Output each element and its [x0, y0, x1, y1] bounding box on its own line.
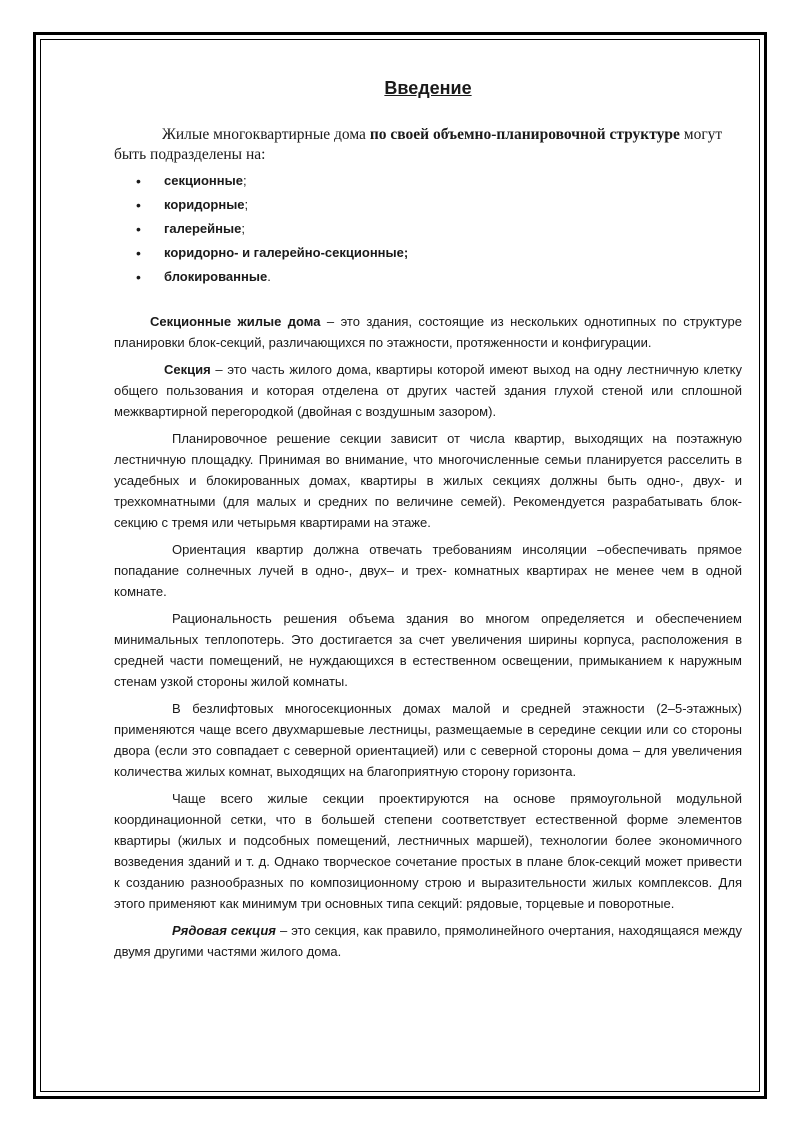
list-item: [114, 217, 742, 241]
list-item: [114, 169, 742, 193]
bullet-icon: •: [136, 221, 141, 237]
bullet-icon: •: [136, 269, 141, 285]
list-item-label: блокированные: [164, 269, 268, 284]
list-item-punct: ;: [241, 221, 245, 236]
bullet-icon: •: [136, 245, 141, 261]
list-item-label: секционные: [164, 173, 243, 188]
document-body: [114, 78, 742, 968]
list-item-label: коридорные: [164, 197, 245, 212]
intro-text: Жилые многоквартирные дома: [162, 126, 370, 143]
intro-paragraph: [114, 125, 742, 165]
paragraph-planning: Планировочное решение секции зависит от числа квартир, выходящих на поэтажную лестничную площадку. Принимая во внимание, что многочисленные семьи планируется расселить в усадебных и блокированных домах, квартиры в жилых секциях должны быть одно-, двух- и трехкомнатными (для малых и средних по величине семей). Рекомендуется разрабатывать блок-секцию с тремя или четырьмя квартирами на этаже.: [114, 431, 742, 530]
term-bold: Секционные жилые дома: [150, 314, 321, 329]
paragraph-stairs: В безлифтовых многосекционных домах малой и средней этажности (2–5-этажных) применяются чаще всего двухмаршевые лестницы, размещаемые в середине секции или со стороны двора (если это совпадает с северной ориентацией) или с северной стороны дома – для увеличения количества жилых комнат, выходящих на благоприятную сторону горизонта.: [114, 701, 742, 779]
list-item: [114, 193, 742, 217]
definition-text: – это часть жилого дома, квартиры которой имеют выход на одну лестничную клетку общего пользования и которая отделена от других частей здания глухой стеной или сплошной межквартирной перегородкой (двойная с воздушным зазором).: [114, 362, 742, 419]
paragraph-row-section: [114, 920, 742, 962]
definition-text: – это секция, как правило, прямолинейного очертания, находящаяся между двумя другими частями жилого дома.: [114, 923, 742, 959]
intro-bold: по своей объемно-планировочной структуре: [369, 126, 680, 143]
paragraph-grid: Чаще всего жилые секции проектируются на основе прямоугольной модульной координационной сетки, что в большей степени соответствует естественной форме элементов квартиры (жилых и подсобных помещений, лестничных маршей), технологии более экономичного возведения зданий и т. д. Однако творческое сочетание простых в плане блок-секций может привести к созданию разнообразных по композиционному строю и выразительности жилых комплексов. Для этого применяют как минимум три основных типа секций: рядовые, торцевые и поворотные.: [114, 791, 742, 911]
list-item: [114, 241, 742, 265]
paragraph-section: [114, 359, 742, 422]
definition-text: – это здания, состоящие из нескольких однотипных по структуре планировки блок-секций, различающихся по этажности, протяженности и конфигурации.: [114, 314, 742, 350]
paragraph-rationality: Рациональность решения объема здания во многом определяется и обеспечением минимальных теплопотерь. Это достигается за счет увеличения ширины корпуса, расположения в средней части помещений, не нуждающихся в естественном освещении, примыканием к наружным стенам узкой стороны жилой комнаты.: [114, 611, 742, 689]
paragraph-orientation: Ориентация квартир должна отвечать требованиям инсоляции –обеспечивать прямое попадание солнечных лучей в одно-, двух– и трех- комнатных квартирах не менее чем в одной комнате.: [114, 542, 742, 599]
list-item-punct: .: [267, 269, 271, 284]
term-bold: Секция: [164, 362, 211, 377]
bullet-icon: •: [136, 173, 141, 189]
paragraph-sectional-houses: [114, 311, 742, 353]
term-bold-italic: Рядовая секция: [172, 923, 276, 938]
list-item-label: коридорно- и галерейно-секционные;: [164, 245, 409, 260]
list-item-label: галерейные: [164, 221, 242, 236]
list-item-punct: ;: [242, 173, 247, 188]
house-types-list: [114, 169, 742, 289]
intro-text-end: могут быть подразделены на:: [114, 126, 723, 163]
page-title: Введение: [384, 78, 472, 98]
list-item-punct: ;: [244, 197, 249, 212]
list-item: [114, 265, 742, 289]
bullet-icon: •: [136, 197, 141, 213]
